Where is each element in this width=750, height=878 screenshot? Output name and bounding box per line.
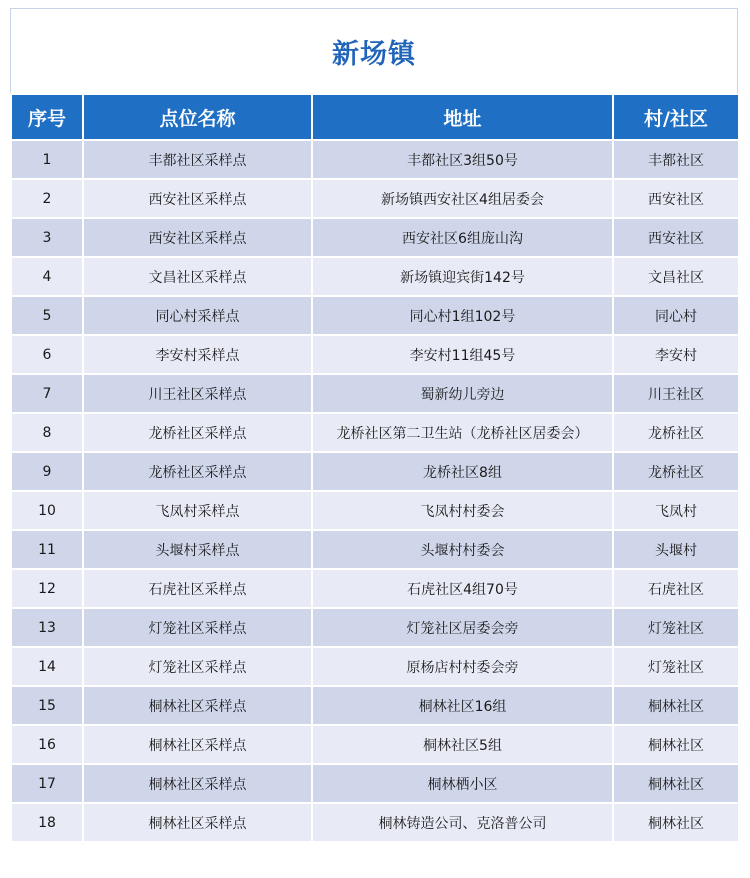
cell-site-name: 丰都社区采样点 bbox=[83, 140, 312, 179]
cell-community: 龙桥社区 bbox=[613, 452, 739, 491]
table-row bbox=[11, 335, 739, 374]
sampling-points-sheet bbox=[10, 8, 738, 843]
table-header-row bbox=[11, 94, 739, 140]
cell-address: 桐林社区5组 bbox=[312, 725, 613, 764]
cell-address: 蜀新幼儿旁边 bbox=[312, 374, 613, 413]
cell-address: 龙桥社区8组 bbox=[312, 452, 613, 491]
cell-address: 头堰村村委会 bbox=[312, 530, 613, 569]
cell-community: 飞凤村 bbox=[613, 491, 739, 530]
cell-site-name: 文昌社区采样点 bbox=[83, 257, 312, 296]
table-row bbox=[11, 452, 739, 491]
cell-community: 川王社区 bbox=[613, 374, 739, 413]
cell-community: 桐林社区 bbox=[613, 725, 739, 764]
cell-number: 9 bbox=[11, 452, 83, 491]
cell-community: 灯笼社区 bbox=[613, 608, 739, 647]
table-row bbox=[11, 569, 739, 608]
header-number: 序号 bbox=[11, 94, 83, 140]
cell-number: 15 bbox=[11, 686, 83, 725]
cell-address: 飞凤村村委会 bbox=[312, 491, 613, 530]
cell-site-name: 川王社区采样点 bbox=[83, 374, 312, 413]
cell-site-name: 龙桥社区采样点 bbox=[83, 452, 312, 491]
cell-address: 石虎社区4组70号 bbox=[312, 569, 613, 608]
cell-number: 14 bbox=[11, 647, 83, 686]
cell-number: 6 bbox=[11, 335, 83, 374]
cell-number: 2 bbox=[11, 179, 83, 218]
table-row bbox=[11, 725, 739, 764]
cell-number: 3 bbox=[11, 218, 83, 257]
table-row bbox=[11, 686, 739, 725]
cell-site-name: 桐林社区采样点 bbox=[83, 725, 312, 764]
header-site-name: 点位名称 bbox=[83, 94, 312, 140]
cell-number: 12 bbox=[11, 569, 83, 608]
cell-number: 4 bbox=[11, 257, 83, 296]
cell-number: 5 bbox=[11, 296, 83, 335]
table-row bbox=[11, 296, 739, 335]
cell-address: 新场镇西安社区4组居委会 bbox=[312, 179, 613, 218]
cell-address: 丰都社区3组50号 bbox=[312, 140, 613, 179]
table-row bbox=[11, 257, 739, 296]
cell-community: 李安村 bbox=[613, 335, 739, 374]
cell-community: 西安社区 bbox=[613, 218, 739, 257]
cell-address: 李安村11组45号 bbox=[312, 335, 613, 374]
cell-site-name: 桐林社区采样点 bbox=[83, 686, 312, 725]
cell-community: 头堰村 bbox=[613, 530, 739, 569]
table-row bbox=[11, 491, 739, 530]
cell-community: 同心村 bbox=[613, 296, 739, 335]
cell-community: 丰都社区 bbox=[613, 140, 739, 179]
table-row bbox=[11, 413, 739, 452]
table-row bbox=[11, 764, 739, 803]
cell-number: 18 bbox=[11, 803, 83, 842]
cell-site-name: 李安村采样点 bbox=[83, 335, 312, 374]
cell-site-name: 飞凤村采样点 bbox=[83, 491, 312, 530]
cell-community: 石虎社区 bbox=[613, 569, 739, 608]
cell-address: 新场镇迎宾街142号 bbox=[312, 257, 613, 296]
table-row bbox=[11, 179, 739, 218]
table-row bbox=[11, 530, 739, 569]
cell-site-name: 西安社区采样点 bbox=[83, 218, 312, 257]
cell-site-name: 西安社区采样点 bbox=[83, 179, 312, 218]
cell-site-name: 龙桥社区采样点 bbox=[83, 413, 312, 452]
table-row bbox=[11, 608, 739, 647]
cell-number: 16 bbox=[11, 725, 83, 764]
cell-number: 7 bbox=[11, 374, 83, 413]
cell-number: 11 bbox=[11, 530, 83, 569]
cell-community: 西安社区 bbox=[613, 179, 739, 218]
cell-address: 原杨店村村委会旁 bbox=[312, 647, 613, 686]
table-row bbox=[11, 140, 739, 179]
table-body bbox=[11, 140, 739, 842]
cell-number: 1 bbox=[11, 140, 83, 179]
cell-community: 文昌社区 bbox=[613, 257, 739, 296]
cell-number: 10 bbox=[11, 491, 83, 530]
cell-community: 灯笼社区 bbox=[613, 647, 739, 686]
cell-address: 西安社区6组庞山沟 bbox=[312, 218, 613, 257]
cell-community: 桐林社区 bbox=[613, 803, 739, 842]
cell-address: 灯笼社区居委会旁 bbox=[312, 608, 613, 647]
cell-community: 龙桥社区 bbox=[613, 413, 739, 452]
table-row bbox=[11, 647, 739, 686]
cell-number: 8 bbox=[11, 413, 83, 452]
cell-site-name: 头堰村采样点 bbox=[83, 530, 312, 569]
page-title: 新场镇 bbox=[332, 38, 416, 70]
cell-site-name: 灯笼社区采样点 bbox=[83, 647, 312, 686]
cell-number: 17 bbox=[11, 764, 83, 803]
cell-community: 桐林社区 bbox=[613, 686, 739, 725]
cell-site-name: 灯笼社区采样点 bbox=[83, 608, 312, 647]
header-community: 村/社区 bbox=[613, 94, 739, 140]
table-row bbox=[11, 374, 739, 413]
cell-address: 同心村1组102号 bbox=[312, 296, 613, 335]
title-bar bbox=[10, 8, 738, 93]
table-row bbox=[11, 803, 739, 842]
cell-site-name: 同心村采样点 bbox=[83, 296, 312, 335]
cell-site-name: 桐林社区采样点 bbox=[83, 764, 312, 803]
cell-site-name: 桐林社区采样点 bbox=[83, 803, 312, 842]
cell-address: 桐林栖小区 bbox=[312, 764, 613, 803]
cell-address: 龙桥社区第二卫生站（龙桥社区居委会） bbox=[312, 413, 613, 452]
header-address: 地址 bbox=[312, 94, 613, 140]
cell-address: 桐林社区16组 bbox=[312, 686, 613, 725]
cell-site-name: 石虎社区采样点 bbox=[83, 569, 312, 608]
sampling-points-table bbox=[10, 93, 740, 843]
cell-address: 桐林铸造公司、克洛普公司 bbox=[312, 803, 613, 842]
cell-number: 13 bbox=[11, 608, 83, 647]
cell-community: 桐林社区 bbox=[613, 764, 739, 803]
table-row bbox=[11, 218, 739, 257]
